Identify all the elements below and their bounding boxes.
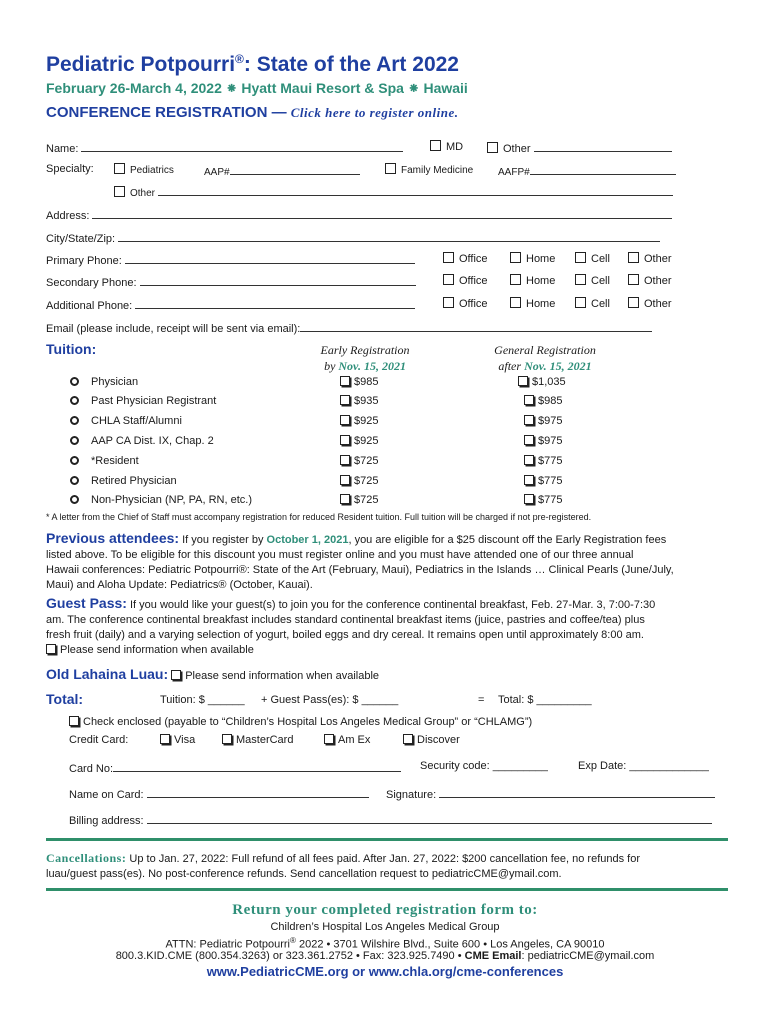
additional-other-checkbox[interactable] [628,297,639,308]
early-price-checkbox[interactable] [340,494,350,504]
early-price-value: $925 [354,435,379,447]
secondary-cell-checkbox[interactable] [575,274,586,285]
early-price-checkbox[interactable] [340,376,350,386]
guest-pass-section: Guest Pass: If you would like your guest(s) to join you for the conference continental breakfast, Feb. 27-Mar. 3, 7:00-7:30 am. The conference continental breakfast includes standard continental breakfast items (juice, pastries and coffee/tea) plus fresh fruit (daily) and a varying selection of yogurt, boiled eggs and dry cereal. It remains open until approximately 8:00 am. Please send information when available [46,595,656,656]
additional-home-checkbox[interactable] [510,297,521,308]
early-price[interactable] [340,415,378,427]
amex-checkbox[interactable] [324,734,334,744]
early-price-checkbox[interactable] [340,475,350,485]
divider-bottom [46,888,728,891]
name-row: Name: [46,140,403,155]
early-price-value: $985 [354,376,379,388]
general-price-value: $1,035 [532,376,566,388]
early-price[interactable] [340,435,378,447]
additional-office-checkbox[interactable] [443,297,454,308]
tuition-radio[interactable] [70,377,79,386]
tuition-category: Retired Physician [91,475,177,487]
tuition-category: Non-Physician (NP, PA, RN, etc.) [91,494,252,506]
general-price-value: $985 [538,395,563,407]
other-degree-checkbox[interactable] [487,142,498,153]
total-amount-field[interactable]: Total: $ _________ [498,694,592,706]
address-field[interactable] [92,207,672,219]
tuition-radio[interactable] [70,396,79,405]
secondary-home-checkbox[interactable] [510,274,521,285]
signature-field[interactable] [439,786,715,798]
early-price-checkbox[interactable] [340,435,350,445]
early-price-checkbox[interactable] [340,455,350,465]
visa-checkbox[interactable] [160,734,170,744]
tuition-category: Physician [91,376,139,388]
tuition-radio[interactable] [70,416,79,425]
other-degree-field[interactable] [534,140,672,152]
general-price-value: $775 [538,475,563,487]
early-registration-header: Early Registration by Nov. 15, 2021 [320,343,410,373]
exp-date-field[interactable]: Exp Date: _____________ [578,760,709,772]
early-price[interactable] [340,395,378,407]
organization: Children’s Hospital Los Angeles Medical Group [270,921,500,933]
return-heading: Return your completed registration form to: [232,902,538,918]
mailing-address: ATTN: Pediatric Potpourri® 2022 • 3701 Wilshire Blvd., Suite 600 • Los Angeles, CA 90010 [165,936,605,951]
tuition-amount-field[interactable]: Tuition: $ ______ [160,694,245,706]
general-price-checkbox[interactable] [524,395,534,405]
secondary-phone-field[interactable] [140,274,416,286]
total-heading: Total: [46,691,84,707]
city-state-zip-field[interactable] [118,230,660,242]
early-price[interactable] [340,455,378,467]
discover-checkbox[interactable] [403,734,413,744]
general-price-checkbox[interactable] [524,455,534,465]
tuition-category: *Resident [91,455,139,467]
additional-phone-field[interactable] [135,297,415,309]
general-price[interactable] [524,415,562,427]
tuition-radio[interactable] [70,436,79,445]
general-price-value: $775 [538,494,563,506]
early-price-checkbox[interactable] [340,415,350,425]
section-heading: CONFERENCE REGISTRATION — Click here to register online. [46,104,459,121]
card-number-field[interactable] [113,760,401,772]
previous-attendees-section: Previous attendees: If you register by October 1, 2021, you are eligible for a $25 discount off the Early Registration fees listed above. To be eligible for this discount you must register online and you must have attended one of our three annual Hawaii conferences: Pediatric Potpourri®: State of the Art (February, Maui), Pediatrics in the Islands … Clinical Pearls (June/July, Maui) and Aloha Update: Pediatrics® (October, Kauai). [46,530,674,591]
general-price[interactable] [524,395,562,407]
cancellations-section: Cancellations: Up to Jan. 27, 2022: Full refund of all fees paid. After Jan. 27, 2022: $200 cancellation fee, no refunds for luau/guest pass(es). No post-conference refunds. Send cancellation request to pediatricCME@ymail.com. [46,851,641,880]
name-on-card-field[interactable] [147,786,369,798]
luau-section: Old Lahaina Luau: Please send information when available [46,666,380,682]
general-price[interactable] [524,455,562,467]
check-enclosed-checkbox[interactable] [69,716,79,726]
primary-other-checkbox[interactable] [628,252,639,263]
contact-line: 800.3.KID.CME (800.354.3263) or 323.361.2752 • Fax: 323.925.7490 • CME Email: pediatricCME@ymail.com [115,950,655,962]
secondary-other-checkbox[interactable] [628,274,639,285]
early-price[interactable] [340,494,378,506]
tuition-radio[interactable] [70,476,79,485]
primary-office-checkbox[interactable] [443,252,454,263]
early-price[interactable] [340,475,378,487]
tuition-row-label[interactable] [70,435,214,447]
guest-info-checkbox[interactable] [46,644,56,654]
aafp-number-field[interactable] [530,163,676,175]
early-price-checkbox[interactable] [340,395,350,405]
general-price-checkbox[interactable] [524,415,534,425]
tuition-row-label[interactable] [70,376,138,388]
tuition-radio[interactable] [70,495,79,504]
general-price-checkbox[interactable] [524,435,534,445]
primary-cell-checkbox[interactable] [575,252,586,263]
general-price[interactable] [524,475,562,487]
additional-cell-checkbox[interactable] [575,297,586,308]
secondary-office-checkbox[interactable] [443,274,454,285]
resident-footnote: * A letter from the Chief of Staff must accompany registration for reduced Resident tuition. Full tuition will be charged if not pre-registered. [46,512,592,522]
general-price-checkbox[interactable] [524,494,534,504]
early-price-value: $935 [354,395,379,407]
subtitle: February 26-March 4, 2022 ⁕ Hyatt Maui Resort & Spa ⁕ Hawaii [46,80,468,96]
general-price-value: $975 [538,415,563,427]
tuition-radio[interactable] [70,456,79,465]
security-code-field[interactable]: Security code: _________ [420,760,548,772]
primary-home-checkbox[interactable] [510,252,521,263]
general-price[interactable] [518,376,566,388]
tuition-heading: Tuition: [46,341,97,357]
aap-number-field[interactable] [230,163,360,175]
website-links[interactable]: www.PediatricCME.org or www.chla.org/cme-conferences [206,964,564,979]
divider-top [46,838,728,841]
general-price-checkbox[interactable] [518,376,528,386]
early-price-value: $725 [354,475,379,487]
primary-phone-field[interactable] [125,252,415,264]
general-price-value: $975 [538,435,563,447]
tuition-category: Past Physician Registrant [91,395,217,407]
other-specialty-field[interactable] [158,184,673,196]
luau-info-checkbox[interactable] [171,670,181,680]
guest-pass-amount-field[interactable]: + Guest Pass(es): $ ______ [261,694,399,706]
tuition-row-label[interactable] [70,395,216,407]
tuition-row-label[interactable] [70,455,139,467]
early-price-value: $725 [354,494,379,506]
register-online-link[interactable]: Click here to register online. [290,105,459,120]
billing-address-field[interactable] [147,812,712,824]
tuition-row-label[interactable] [70,475,177,487]
name-field[interactable] [81,140,403,152]
other-specialty-checkbox[interactable] [114,186,125,197]
general-registration-header: General Registration after Nov. 15, 2021 [494,343,596,373]
tuition-category: AAP CA Dist. IX, Chap. 2 [91,435,214,447]
tuition-row-label[interactable] [70,494,252,506]
general-price-value: $775 [538,455,563,467]
early-price-value: $925 [354,415,379,427]
tuition-row-label[interactable] [70,415,182,427]
early-price[interactable] [340,376,378,388]
family-medicine-checkbox[interactable] [385,163,396,174]
tuition-category: CHLA Staff/Alumni [91,415,182,427]
pediatrics-checkbox[interactable] [114,163,125,174]
general-price[interactable] [524,435,562,447]
general-price[interactable] [524,494,562,506]
general-price-checkbox[interactable] [524,475,534,485]
early-price-value: $725 [354,455,379,467]
email-field[interactable] [300,320,652,332]
page-title: Pediatric Potpourri®: State of the Art 2022 [46,52,459,76]
md-checkbox[interactable] [430,140,441,151]
mastercard-checkbox[interactable] [222,734,232,744]
